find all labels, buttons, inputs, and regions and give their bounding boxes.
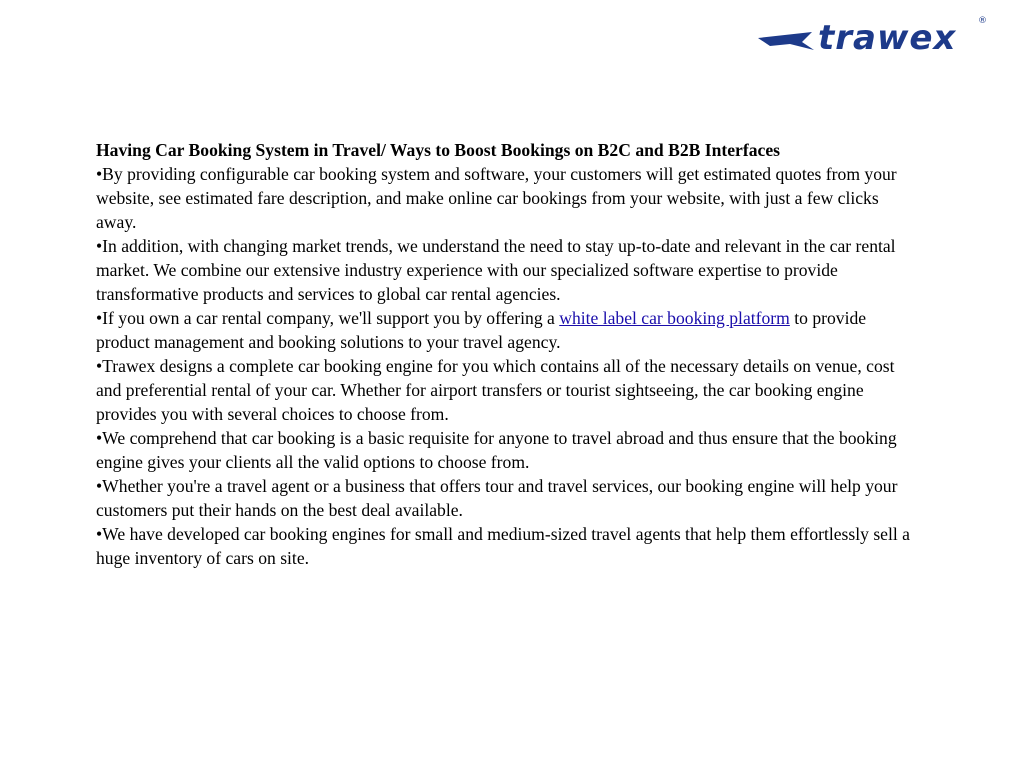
paragraph-text: By providing configurable car booking system and software, your customers will get estimated quotes from your website, see estimated fare description, and make online car bookings from your website, with just a few clicks away.: [96, 164, 897, 232]
paragraph-text: Whether you're a travel agent or a business that offers tour and travel services, our booking engine will help your customers put their hands on the best deal available.: [96, 476, 898, 520]
paragraph-text: Trawex designs a complete car booking engine for you which contains all of the necessary details on venue, cost and preferential rental of your car. Whether for airport transfers or tourist sightseeing, the car booking engine provides you with several choices to choose from.: [96, 356, 895, 424]
paragraph-3: [96, 306, 916, 354]
white-label-platform-link[interactable]: white label car booking platform: [559, 308, 790, 328]
paragraph-2: [96, 234, 916, 306]
plane-swoosh-icon: [758, 32, 814, 50]
paragraph-7: [96, 522, 916, 570]
article-title: Having Car Booking System in Travel/ Ways to Boost Bookings on B2C and B2B Interfaces: [96, 140, 780, 160]
paragraph-text: We have developed car booking engines for small and medium-sized travel agents that help them effortlessly sell a huge inventory of cars on site.: [96, 524, 910, 568]
bullet: •: [96, 356, 103, 376]
article: [96, 138, 916, 570]
paragraph-5: [96, 426, 916, 474]
paragraph-text: If you own a car rental company, we'll support you by offering a: [102, 308, 560, 328]
bullet: •: [96, 428, 103, 448]
bullet: •: [96, 164, 103, 184]
trawex-logo: [756, 12, 996, 58]
bullet: •: [96, 476, 103, 496]
bullet: •: [96, 524, 103, 544]
paragraph-6: [96, 474, 916, 522]
bullet: •: [96, 236, 103, 256]
paragraph-4: [96, 354, 916, 426]
paragraph-1: [96, 162, 916, 234]
paragraph-text: In addition, with changing market trends, we understand the need to stay up-to-date and relevant in the car rental market. We combine our extensive industry experience with our specialized software expertise to provide transformative products and services to global car rental agencies.: [96, 236, 896, 304]
registered-mark: ®: [978, 16, 987, 26]
paragraph-text: to provide product management and booking solutions to your travel agency.: [96, 308, 867, 352]
bullet: •: [96, 308, 103, 328]
paragraph-text: We comprehend that car booking is a basic requisite for anyone to travel abroad and thus ensure that the booking engine gives your clients all the valid options to choose from.: [96, 428, 897, 472]
logo-wordmark: trawex: [818, 18, 957, 58]
